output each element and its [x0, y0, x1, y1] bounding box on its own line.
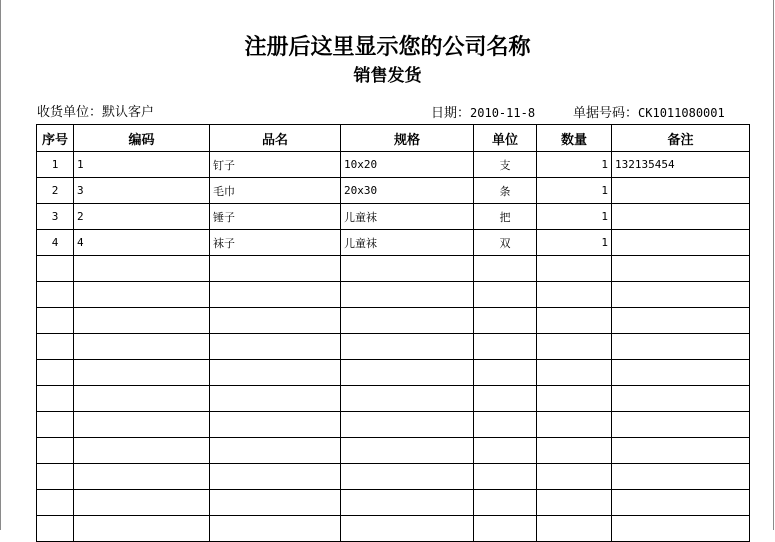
doc-number-field — [573, 104, 725, 123]
empty-cell — [210, 412, 341, 438]
cell-seq: 4 — [37, 230, 74, 256]
empty-cell — [537, 386, 612, 412]
empty-cell — [74, 412, 210, 438]
table-row — [37, 152, 750, 178]
cell-spec: 20x30 — [341, 178, 474, 204]
empty-cell — [537, 360, 612, 386]
cell-qty: 1 — [537, 230, 612, 256]
empty-cell — [37, 308, 74, 334]
receiver-label: 收货单位： — [37, 105, 103, 120]
empty-cell — [474, 438, 537, 464]
empty-cell — [74, 386, 210, 412]
empty-cell — [74, 282, 210, 308]
cell-code: 4 — [74, 230, 210, 256]
cell-code: 1 — [74, 152, 210, 178]
empty-row — [37, 438, 750, 464]
date-value: 2010-11-8 — [470, 106, 536, 120]
empty-cell — [74, 360, 210, 386]
empty-row — [37, 256, 750, 282]
cell-code: 3 — [74, 178, 210, 204]
empty-cell — [537, 490, 612, 516]
empty-cell — [537, 282, 612, 308]
empty-cell — [37, 334, 74, 360]
empty-cell — [341, 308, 474, 334]
empty-cell — [341, 386, 474, 412]
empty-cell — [37, 516, 74, 542]
cell-qty: 1 — [537, 204, 612, 230]
col-header-code: 编码 — [74, 125, 210, 152]
cell-spec: 儿童袜 — [341, 230, 474, 256]
empty-row — [37, 308, 750, 334]
doc-number-value: CK1011080001 — [638, 106, 725, 120]
empty-cell — [37, 464, 74, 490]
cell-remark — [612, 230, 750, 256]
empty-cell — [612, 282, 750, 308]
empty-cell — [37, 256, 74, 282]
receiver-value: 默认客户 — [102, 105, 155, 120]
col-header-qty: 数量 — [537, 125, 612, 152]
cell-seq: 1 — [37, 152, 74, 178]
cell-remark — [612, 204, 750, 230]
empty-cell — [210, 282, 341, 308]
date-label: 日期： — [431, 106, 471, 121]
empty-cell — [612, 516, 750, 542]
cell-spec: 10x20 — [341, 152, 474, 178]
empty-cell — [612, 438, 750, 464]
company-name: 注册后这里显示您的公司名称 — [244, 34, 531, 60]
cell-qty: 1 — [537, 178, 612, 204]
empty-cell — [474, 282, 537, 308]
empty-cell — [210, 438, 341, 464]
cell-seq: 2 — [37, 178, 74, 204]
empty-row — [37, 516, 750, 542]
col-header-spec: 规格 — [341, 125, 474, 152]
empty-cell — [474, 386, 537, 412]
empty-cell — [74, 516, 210, 542]
empty-cell — [37, 438, 74, 464]
empty-cell — [74, 308, 210, 334]
empty-cell — [341, 282, 474, 308]
empty-cell — [537, 516, 612, 542]
col-header-unit: 单位 — [474, 125, 537, 152]
table-row — [37, 204, 750, 230]
date-field — [431, 104, 535, 123]
empty-cell — [37, 282, 74, 308]
empty-row — [37, 464, 750, 490]
table-row — [37, 230, 750, 256]
empty-cell — [37, 360, 74, 386]
table-row — [37, 178, 750, 204]
empty-cell — [210, 386, 341, 412]
cell-code: 2 — [74, 204, 210, 230]
cell-name: 钉子 — [210, 152, 341, 178]
empty-cell — [341, 412, 474, 438]
empty-row — [37, 386, 750, 412]
empty-cell — [537, 308, 612, 334]
empty-cell — [474, 334, 537, 360]
cell-name: 锤子 — [210, 204, 341, 230]
cell-name: 袜子 — [210, 230, 341, 256]
table-header-row — [37, 125, 750, 152]
cell-unit: 把 — [474, 204, 537, 230]
empty-cell — [37, 386, 74, 412]
empty-cell — [341, 438, 474, 464]
empty-cell — [612, 464, 750, 490]
cell-unit: 条 — [474, 178, 537, 204]
empty-row — [37, 282, 750, 308]
empty-cell — [37, 412, 74, 438]
cell-unit: 双 — [474, 230, 537, 256]
doc-number-label: 单据号码： — [573, 106, 639, 121]
empty-cell — [612, 412, 750, 438]
cell-unit: 支 — [474, 152, 537, 178]
col-header-remark: 备注 — [612, 125, 750, 152]
col-header-seq: 序号 — [37, 125, 74, 152]
col-header-name: 品名 — [210, 125, 341, 152]
empty-cell — [210, 334, 341, 360]
empty-cell — [612, 490, 750, 516]
empty-cell — [74, 256, 210, 282]
cell-remark — [612, 178, 750, 204]
empty-cell — [474, 490, 537, 516]
empty-cell — [537, 412, 612, 438]
empty-cell — [612, 386, 750, 412]
empty-cell — [537, 438, 612, 464]
empty-cell — [341, 256, 474, 282]
empty-cell — [537, 256, 612, 282]
cell-qty: 1 — [537, 152, 612, 178]
empty-row — [37, 490, 750, 516]
empty-cell — [612, 308, 750, 334]
empty-cell — [474, 516, 537, 542]
cell-seq: 3 — [37, 204, 74, 230]
empty-cell — [74, 334, 210, 360]
empty-cell — [37, 490, 74, 516]
empty-cell — [537, 334, 612, 360]
empty-cell — [341, 516, 474, 542]
empty-cell — [341, 490, 474, 516]
cell-remark: 132135454 — [612, 152, 750, 178]
empty-cell — [210, 490, 341, 516]
empty-cell — [612, 256, 750, 282]
cell-name: 毛巾 — [210, 178, 341, 204]
empty-cell — [474, 256, 537, 282]
empty-cell — [210, 516, 341, 542]
empty-row — [37, 360, 750, 386]
empty-cell — [74, 438, 210, 464]
empty-cell — [474, 412, 537, 438]
empty-row — [37, 334, 750, 360]
empty-row — [37, 412, 750, 438]
empty-cell — [74, 464, 210, 490]
empty-cell — [341, 464, 474, 490]
empty-cell — [612, 360, 750, 386]
cell-spec: 儿童袜 — [341, 204, 474, 230]
empty-cell — [210, 464, 341, 490]
empty-cell — [341, 360, 474, 386]
empty-cell — [210, 360, 341, 386]
empty-cell — [341, 334, 474, 360]
items-table — [36, 124, 750, 542]
empty-cell — [210, 308, 341, 334]
receiver-field — [37, 104, 154, 122]
empty-cell — [612, 334, 750, 360]
empty-cell — [474, 464, 537, 490]
empty-cell — [474, 308, 537, 334]
empty-cell — [74, 490, 210, 516]
document-type-title: 销售发货 — [353, 66, 422, 86]
empty-cell — [537, 464, 612, 490]
empty-cell — [210, 256, 341, 282]
empty-cell — [474, 360, 537, 386]
